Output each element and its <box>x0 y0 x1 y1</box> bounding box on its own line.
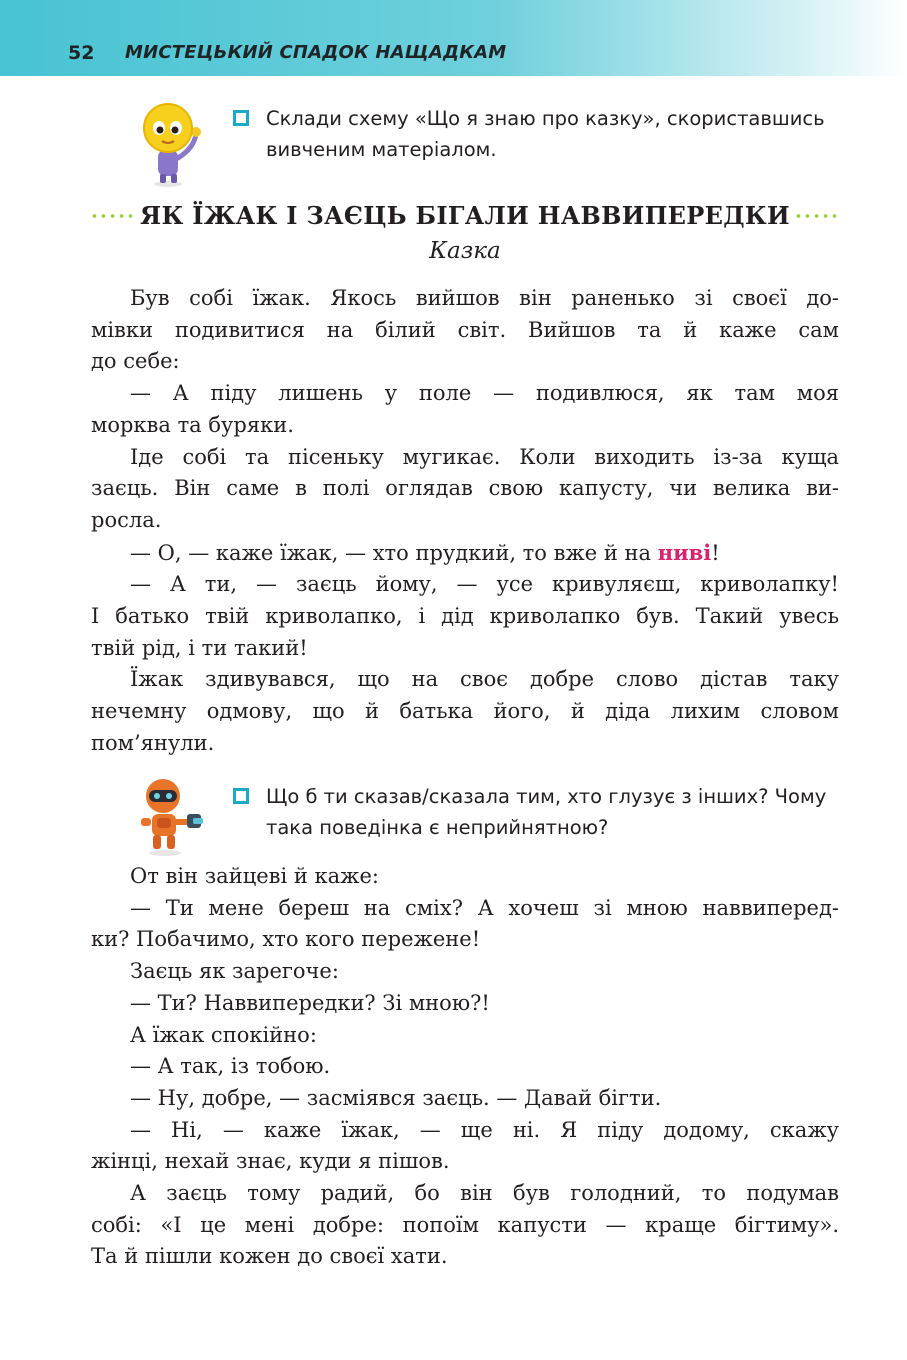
dotted-ornament <box>794 214 840 218</box>
paragraph <box>91 378 839 441</box>
story-text-part1 <box>91 283 839 760</box>
story-text-part2 <box>91 861 839 1273</box>
text-line: Іде собі та пісеньку мугикає. Коли виходить із-за куща <box>130 444 839 469</box>
story-title <box>90 197 840 233</box>
square-bullet-icon <box>233 788 249 804</box>
text-line: — А так, із тобою. <box>130 1054 331 1079</box>
text-line: А заєць тому радий, бо він був голодний, то подумав <box>130 1181 839 1206</box>
paragraph <box>91 861 839 893</box>
paragraph-highlight <box>91 537 839 570</box>
text-line: Їжак здивувався, що на своє добре слово дістав таку <box>130 667 839 692</box>
text-line: заєць. Він саме в полі оглядав свою капусту, чи велика ви- <box>91 476 839 501</box>
task-make-scheme <box>233 103 853 165</box>
paragraph <box>91 1083 839 1115</box>
text-line: — Ти? Наввипередки? Зі мною?! <box>130 990 490 1015</box>
task-line: така поведінка є неприйнятною? <box>266 816 609 839</box>
task-line: Склади схему «Що я знаю про казку», скориставшись <box>266 107 825 130</box>
story-title-text: ЯК ЇЖАК І ЗАЄЦЬ БІГАЛИ НАВВИПЕРЕДКИ <box>140 200 790 230</box>
text-line: — О, — каже їжак, — хто прудкий, то вже й на <box>130 540 658 565</box>
text-line: до себе: <box>91 349 180 374</box>
paragraph <box>91 1178 839 1273</box>
task-line: вивченим матеріалом. <box>266 138 497 161</box>
page-header-band <box>0 0 907 76</box>
story-genre: Казка <box>429 238 501 264</box>
text-line: пом’янули. <box>91 730 215 755</box>
page-number: 52 <box>68 42 95 64</box>
paragraph <box>91 569 839 664</box>
text-line: росла. <box>91 507 162 532</box>
dotted-ornament <box>90 214 136 218</box>
task-line: Що б ти сказав/сказала тим, хто глузує з інших? Чому <box>266 785 827 808</box>
paragraph <box>91 442 839 537</box>
text-line: морква та буряки. <box>91 412 294 437</box>
text-line: — Ти мене береш на сміх? А хочеш зі мною наввиперед- <box>130 895 839 920</box>
text-line: — А ти, — заєць йому, — усе кривуляєш, криволапку! <box>130 572 839 597</box>
text-line: От він зайцеві й каже: <box>130 864 379 888</box>
paragraph <box>91 1020 839 1052</box>
paragraph <box>91 956 839 988</box>
text-line: твій рід, і ти такий! <box>91 635 308 660</box>
text-line: Заєць як зарегоче: <box>130 959 339 984</box>
highlighted-word-niva[interactable]: ниві <box>657 539 712 565</box>
text-line: Був собі їжак. Якось вийшов він раненько зі своєї до- <box>130 286 839 310</box>
paragraph <box>91 283 839 378</box>
running-title: МИСТЕЦЬКИЙ СПАДОК НАЩАДКАМ <box>125 42 507 63</box>
text-line: Та й пішли кожен до своєї хати. <box>91 1244 448 1269</box>
text-line: ки? Побачимо, хто кого пережене! <box>91 927 481 952</box>
text-line: ! <box>711 540 720 565</box>
text-line: собі: «І це мені добре: попоїм капусти — краще бігтиму». <box>91 1212 839 1237</box>
paragraph <box>91 988 839 1020</box>
text-line: — Ні, — каже їжак, — ще ні. Я піду додому, скажу <box>130 1117 839 1142</box>
task-mockery-question <box>233 781 853 843</box>
lightbulb-mascot-icon <box>138 96 210 188</box>
square-bullet-icon <box>233 110 249 126</box>
text-line: жінці, нехай знає, куди я пішов. <box>91 1149 450 1174</box>
text-line: нечемну одмову, що й батька його, й діда лихим словом <box>91 699 839 724</box>
paragraph <box>91 1051 839 1083</box>
text-line: А їжак спокійно: <box>130 1022 317 1047</box>
text-line: — Ну, добре, — засміявся заєць. — Давай бігти. <box>130 1085 662 1110</box>
robot-mascot-icon <box>133 776 207 856</box>
text-line: І батько твій криволапко, і дід криволапко був. Такий увесь <box>91 604 839 629</box>
text-line: — А піду лишень у поле — подивлюся, як там моя <box>130 381 839 406</box>
paragraph <box>91 1115 839 1178</box>
text-line: мівки подивитися на білий світ. Вийшов та й каже сам <box>91 317 839 342</box>
paragraph <box>91 893 839 956</box>
paragraph <box>91 664 839 759</box>
